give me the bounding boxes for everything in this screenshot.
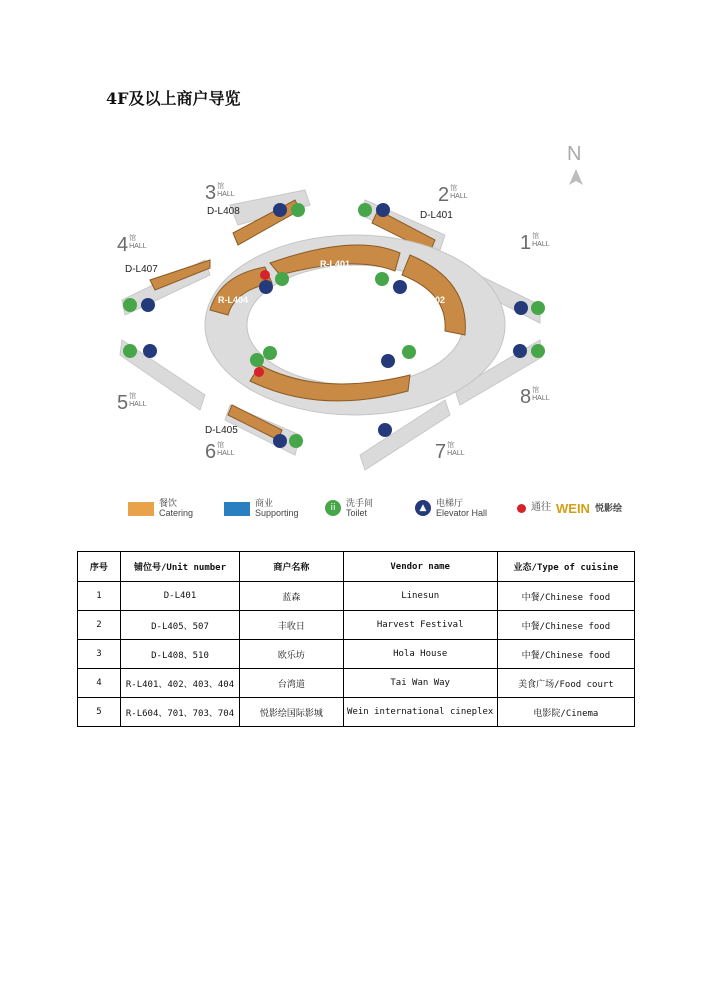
cell-vendor-en: Hola House (343, 640, 497, 669)
compass-label: N (567, 143, 582, 165)
page-title: 4F及以上商户导览 (106, 89, 241, 108)
cell-type: 中餐/Chinese food (497, 640, 634, 669)
cell-index: 4 (78, 669, 121, 698)
supporting-swatch (224, 502, 250, 516)
hall-2-label: 2 馆 HALL (438, 184, 468, 206)
cell-vendor-en: Tai Wan Way (343, 669, 497, 698)
cell-index: 1 (78, 582, 121, 611)
cell-type: 中餐/Chinese food (497, 582, 634, 611)
cell-type: 中餐/Chinese food (497, 611, 634, 640)
cell-vendor-en: Linesun (343, 582, 497, 611)
table-row (78, 611, 635, 640)
cell-vendor-zh: 蓝森 (240, 582, 343, 611)
col-header: 铺位号/Unit number (120, 552, 239, 582)
cell-vendor-zh: 丰收日 (240, 611, 343, 640)
col-header: 序号 (78, 552, 121, 582)
legend-elevator: ▲ 电梯厅 Elevator Hall (415, 498, 487, 518)
d-l407-label: D-L407 (125, 264, 158, 275)
table-row (78, 669, 635, 698)
legend-cinema: 通往 WEIN 悦影绘 (517, 503, 622, 514)
cell-type: 美食广场/Food court (497, 669, 634, 698)
r-l404-label: R-L404 (218, 295, 249, 305)
floor-map (110, 135, 600, 480)
r-l403-label: R-L403 (320, 372, 351, 382)
cell-index: 5 (78, 698, 121, 727)
floor-map-graphic (110, 135, 600, 480)
map-legend (125, 498, 645, 524)
cell-unit: R-L604、701、703、704 (120, 698, 239, 727)
hall-4-label: 4 馆 HALL (117, 234, 147, 256)
table-header-row (78, 552, 635, 582)
table-row (78, 640, 635, 669)
cell-unit: D-L401 (120, 582, 239, 611)
wein-logo: WEIN (556, 501, 590, 516)
hall-1-label: 1 馆 HALL (520, 232, 550, 254)
table-row (78, 698, 635, 727)
d-l405-label: D-L405 (205, 425, 238, 436)
catering-swatch (128, 502, 154, 516)
compass-icon (567, 143, 583, 185)
table-row (78, 582, 635, 611)
col-header: 商户名称 (240, 552, 343, 582)
cell-vendor-zh: 欧乐坊 (240, 640, 343, 669)
cinema-access-dot (260, 270, 270, 280)
d-l401-label: D-L401 (420, 210, 453, 221)
cell-type: 电影院/Cinema (497, 698, 634, 727)
legend-toilet: ii 洗手间 Toilet (325, 498, 373, 518)
cell-unit: D-L405、507 (120, 611, 239, 640)
r-l402-label: R-L402 (415, 295, 446, 305)
cell-index: 3 (78, 640, 121, 669)
toilet-icon: ii (325, 500, 341, 516)
cell-index: 2 (78, 611, 121, 640)
hall-5-label: 5 馆 HALL (117, 392, 147, 414)
hall-7-label: 7 馆 HALL (435, 441, 465, 463)
vendor-table (77, 551, 635, 727)
cinema-access-dot (254, 367, 264, 377)
cell-vendor-en: Harvest Festival (343, 611, 497, 640)
col-header: Vendor name (343, 552, 497, 582)
cell-vendor-zh: 台湾道 (240, 669, 343, 698)
cell-vendor-en: Wein international cineplex (343, 698, 497, 727)
hall-6-label: 6 馆 HALL (205, 441, 235, 463)
cell-vendor-zh: 悦影绘国际影城 (240, 698, 343, 727)
elevator-icon: ▲ (415, 500, 431, 516)
legend-supporting: 商业 Supporting (224, 498, 299, 518)
legend-catering: 餐饮 Catering (128, 498, 193, 518)
col-header: 业态/Type of cuisine (497, 552, 634, 582)
cell-unit: D-L408、510 (120, 640, 239, 669)
hall-8-label: 8 馆 HALL (520, 386, 550, 408)
r-l401-label: R-L401 (320, 259, 351, 269)
cinema-dot-icon (517, 504, 526, 513)
cell-unit: R-L401、402、403、404 (120, 669, 239, 698)
hall-3-label: 3 馆 HALL (205, 182, 235, 204)
d-l408-label: D-L408 (207, 206, 240, 217)
